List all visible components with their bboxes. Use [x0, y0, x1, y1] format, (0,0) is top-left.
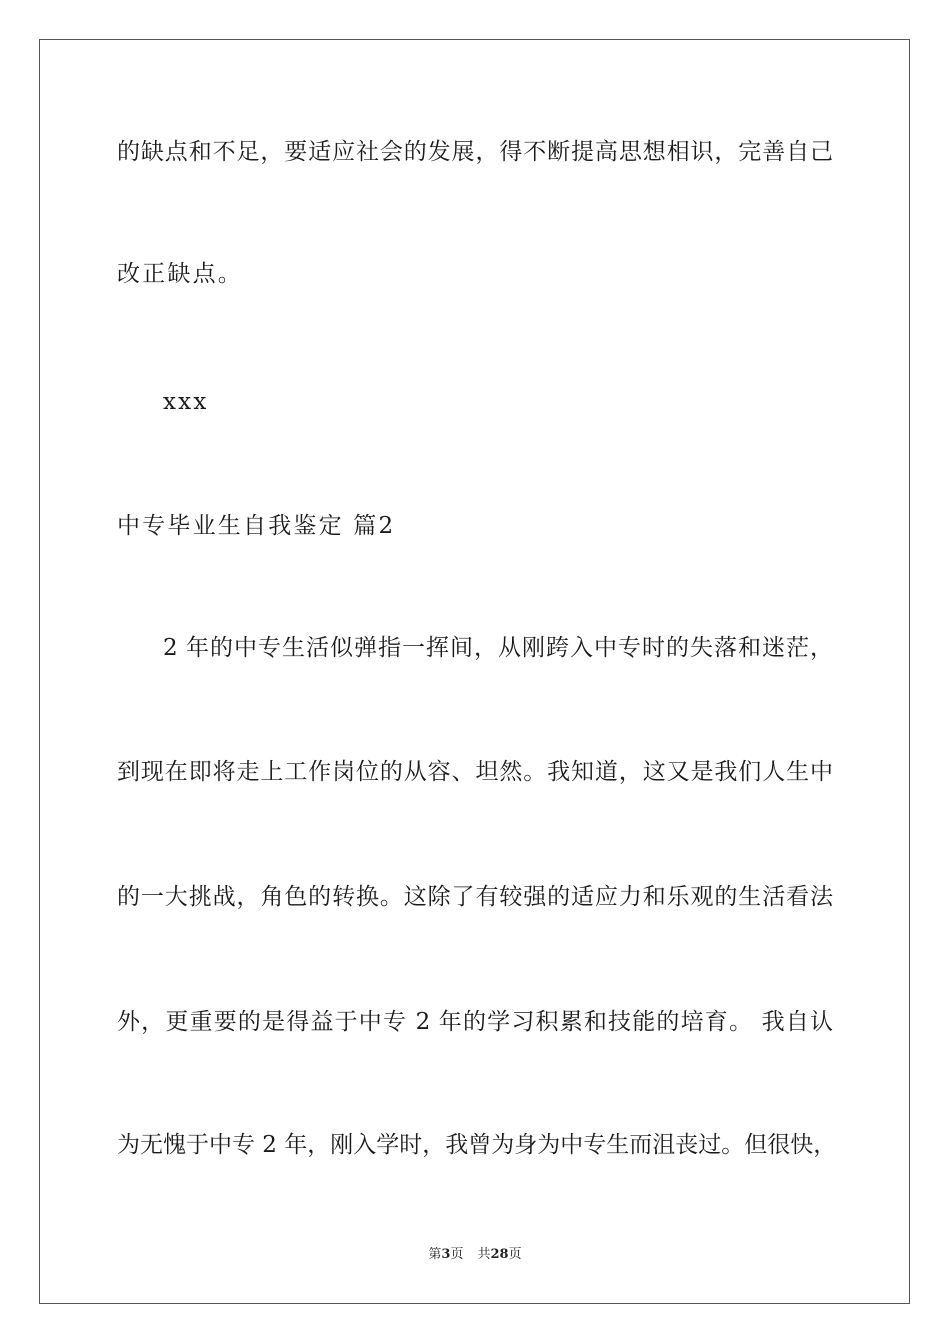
- footer-total-suffix: 页: [508, 1247, 522, 1262]
- text-line-2: 改正缺点。: [117, 261, 243, 287]
- text-line-1: 的缺点和不足，要适应社会的发展，得不断提高思想相识，完善自己: [117, 139, 833, 165]
- text-line-7: 的一大挑战，角色的转换。这除了有较强的适应力和乐观的生活看法: [117, 884, 833, 910]
- page-border: [39, 39, 910, 1304]
- footer-total-pages: 28: [490, 1247, 509, 1262]
- text-line-6: 到现在即将走上工作岗位的从容、坦然。我知道，这又是我们人生中: [117, 759, 833, 785]
- section-heading: 中专毕业生自我鉴定 篇2: [117, 513, 396, 539]
- footer-page-number: 3: [441, 1247, 451, 1262]
- text-line-9: 为无愧于中专 2 年，刚入学时，我曾为身为中专生而沮丧过。但很快，: [117, 1132, 837, 1158]
- footer-total-prefix: 共: [477, 1247, 491, 1262]
- footer-page-suffix: 页: [450, 1247, 464, 1262]
- footer-page-prefix: 第: [428, 1247, 442, 1262]
- page-footer: [0, 1246, 950, 1264]
- text-line-5: 2 年的中专生活似弹指一挥间，从刚跨入中专时的失落和迷茫，: [163, 635, 833, 661]
- text-line-8: 外，更重要的是得益于中专 2 年的学习积累和技能的培育。 我自认: [117, 1009, 833, 1035]
- signature-line: xxx: [163, 389, 209, 415]
